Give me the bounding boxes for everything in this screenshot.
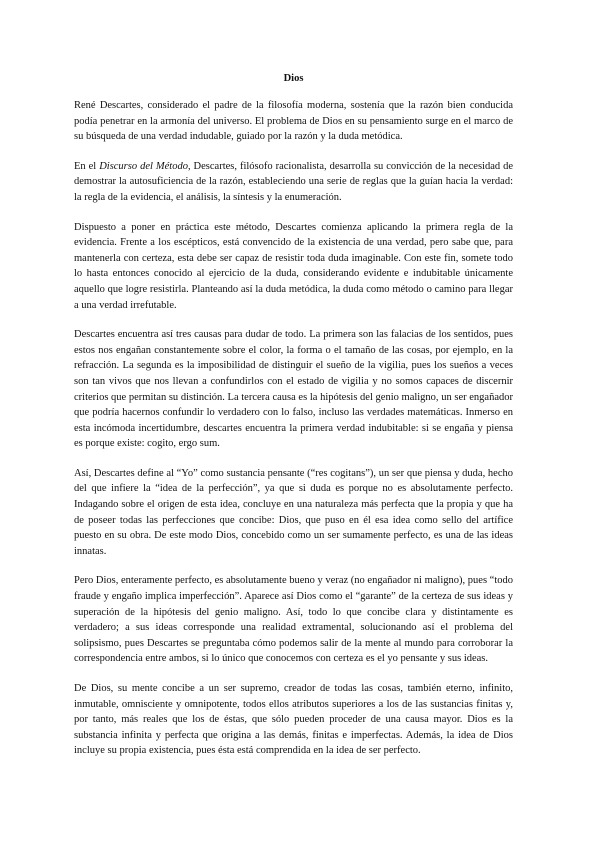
- book-title-italic: Discurso del Método: [99, 160, 188, 172]
- paragraph-6: Pero Dios, enteramente perfecto, es absolutamente bueno y veraz (no engañador ni maligno), pues “todo fraude y engaño implica imperfección”. Aparece así Dios como el “garante” de la certeza de sus ideas y superación de la hipótesis del genio maligno. Así, todo lo que concibe clara y distintamente es verdadero; a sus ideas corresponde una realidad extramental, solucionando así el problema del solipsismo, pues Descartes se preguntaba cómo podemos salir de la mente al mundo para corroborar la correspondencia entre ambos, si lo único que conocemos con certeza es el yo pensante y sus ideas.: [74, 575, 513, 665]
- paragraph-5: Así, Descartes define al “Yo” como sustancia pensante (“res cogitans”), un ser que piensa y duda, hecho del que infiere la “idea de la perfección”, ya que si duda es porque no es absolutamente perfecto. Indagando sobre el origen de esta idea, concluye en una naturaleza más perfecta que la propia y que ha de poseer todas las perfecciones que concibe: Dios, que puso en él esa idea como sello del artífice puesto en su obra. De este modo Dios, concebido como un ser sumamente perfecto, es una de las ideas innatas.: [74, 467, 513, 557]
- paragraph-3: Dispuesto a poner en práctica este método, Descartes comienza aplicando la primera regla de la evidencia. Frente a los escépticos, está convencido de la existencia de una verdad, pero sabe que, para mantenerla con certeza, esta debe ser capaz de resistir toda duda imaginable. Con este fin, somete todo lo hasta entonces conocido al ejercicio de la duda, considerando evidente e indubitable únicamente aquello que logre resistirla. Planteando así la duda metódica, la duda como método o camino para llegar a una verdad irrefutable.: [74, 221, 513, 311]
- paragraph-1: René Descartes, considerado el padre de la filosofía moderna, sostenía que la razón bien conducida podía penetrar en la armonía del universo. El problema de Dios en su pensamiento surge en el marco de su búsqueda de una verdad indudable, guiado por la razón y la duda metódica.: [74, 100, 513, 143]
- page-title: Dios: [283, 73, 304, 84]
- paragraph-2-intro: En el: [74, 160, 100, 172]
- paragraph-2-rest: , Descartes, filósofo racionalista, desarrolla su convicción de la necesidad de demostrar la autosuficiencia de la razón, estableciendo una serie de reglas que la guían hacia la verdad: la regla de la evidencia, el análisis, la síntesis y la enumeración.: [74, 160, 513, 203]
- paragraph-7: De Dios, su mente concibe a un ser supremo, creador de todas las cosas, también eterno, infinito, inmutable, omnisciente y omnipotente, todos ellos atributos superiores a los de las sustancias finitas y, por tanto, más reales que los de éstas, que sólo pueden proceder de una causa mayor. Dios es la substancia infinita y perfecta que origina a las demás, finitas e imperfectas. Además, la idea de Dios incluye su propia existencia, pues ésta está comprendida en la idea de ser perfecto.: [74, 683, 513, 757]
- paragraph-4: Descartes encuentra así tres causas para dudar de todo. La primera son las falacias de los sentidos, pues estos nos engañan constantemente sobre el color, la forma o el tamaño de las cosas, por ejemplo, en la refracción. La segunda es la imposibilidad de distinguir el sueño de la vigilia, pues los sueños a veces son tan vivos que nos llevan a confundirlos con el estado de vigilia y no somos capaces de discernir criterios que permitan su distinción. La tercera causa es la hipótesis del genio maligno, un ser engañador que podría hacernos confundir lo verdadero con lo falso, incluso las verdades matemáticas. Inmerso en esta incómoda incertidumbre, descartes encuentra la primera verdad indubitable: si se engaña y piensa es porque existe: cogito, ergo sum.: [74, 329, 513, 450]
- paragraph-2: [74, 159, 513, 206]
